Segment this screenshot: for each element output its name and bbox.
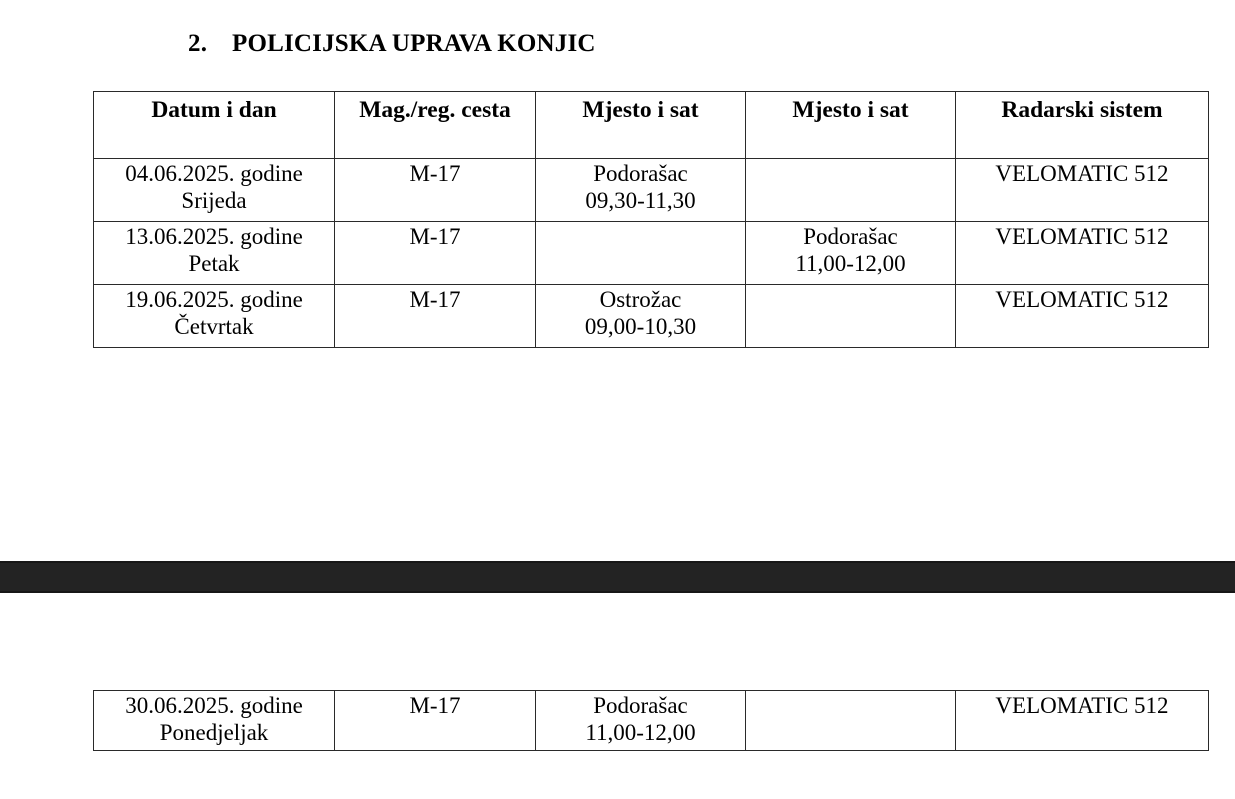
cell-date	[94, 159, 335, 222]
table-row	[94, 691, 1209, 751]
place1-location: Podorašac	[593, 161, 688, 186]
day-value: Srijeda	[181, 187, 247, 213]
radar-value: VELOMATIC 512	[995, 693, 1169, 718]
cell-date	[94, 285, 335, 348]
cell-place1	[536, 159, 746, 222]
cell-date	[94, 222, 335, 285]
cell-radar	[956, 691, 1209, 751]
date-value: 19.06.2025. godine	[125, 287, 303, 312]
day-value: Četvrtak	[174, 313, 254, 339]
cell-place2	[746, 159, 956, 222]
date-value: 04.06.2025. godine	[125, 161, 303, 186]
cell-place2	[746, 222, 956, 285]
place1-location: Ostrožac	[599, 287, 682, 312]
day-value: Petak	[188, 250, 240, 276]
cell-radar	[956, 159, 1209, 222]
table-row	[94, 285, 1209, 348]
column-header-place2: Mjesto i sat	[746, 92, 956, 159]
cell-place2	[746, 691, 956, 751]
column-header-place1: Mjesto i sat	[536, 92, 746, 159]
cell-place1	[536, 691, 746, 751]
place2-time: 11,00-12,00	[795, 250, 906, 276]
page-title	[188, 30, 596, 58]
table-row	[94, 222, 1209, 285]
cell-place1	[536, 222, 746, 285]
road-value: M-17	[409, 224, 461, 249]
radar-value: VELOMATIC 512	[995, 224, 1169, 249]
section-number: 2.	[188, 30, 208, 57]
radar-value: VELOMATIC 512	[995, 287, 1169, 312]
place1-time: 09,30-11,30	[585, 187, 696, 213]
date-value: 13.06.2025. godine	[125, 224, 303, 249]
radar-value: VELOMATIC 512	[995, 161, 1169, 186]
cell-radar	[956, 285, 1209, 348]
place1-time: 09,00-10,30	[584, 313, 697, 339]
cell-place1	[536, 285, 746, 348]
cell-road	[335, 691, 536, 751]
table-header-row	[94, 92, 1209, 159]
place2-location: Podorašac	[803, 224, 898, 249]
place1-location: Podorašac	[593, 693, 688, 718]
table-row	[94, 159, 1209, 222]
section-title: POLICIJSKA UPRAVA KONJIC	[232, 30, 596, 57]
cell-radar	[956, 222, 1209, 285]
cell-road	[335, 222, 536, 285]
place1-time: 11,00-12,00	[585, 719, 696, 745]
cell-date	[94, 691, 335, 751]
cell-road	[335, 159, 536, 222]
road-value: M-17	[409, 161, 461, 186]
road-value: M-17	[409, 693, 461, 718]
cell-road	[335, 285, 536, 348]
radar-schedule-table-continued	[93, 690, 1209, 751]
column-header-radar: Radarski sistem	[956, 92, 1209, 159]
column-header-date: Datum i dan	[94, 92, 335, 159]
day-value: Ponedjeljak	[159, 719, 269, 745]
cell-place2	[746, 285, 956, 348]
radar-schedule-table	[93, 91, 1209, 348]
road-value: M-17	[409, 287, 461, 312]
page-break-separator	[0, 561, 1235, 593]
column-header-road: Mag./reg. cesta	[335, 92, 536, 159]
date-value: 30.06.2025. godine	[125, 693, 303, 718]
